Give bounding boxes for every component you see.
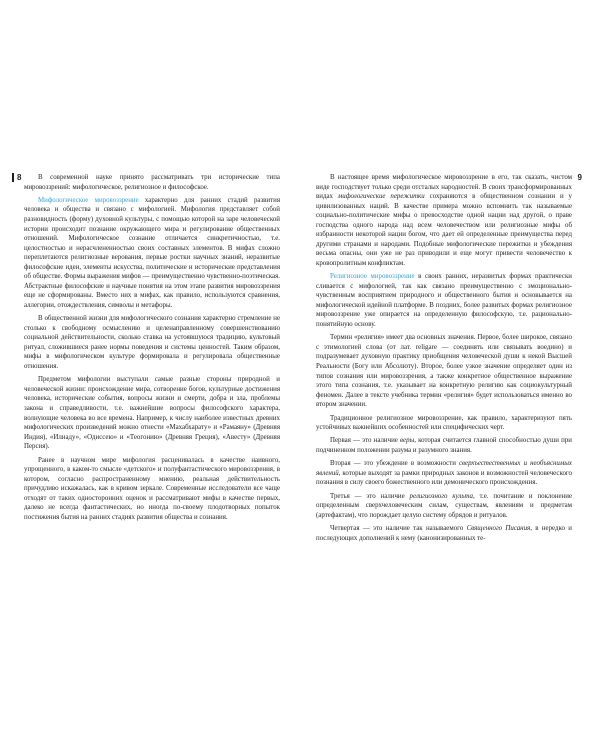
paragraph: В общественной жизни для мифологического сознания характерно стремление не столько к свободному осмыслению и целенаправленному совершенствованию социальной действительности, сколько ставка на устоявшуюся традицию, культовый ритуал, сложившиеся ранее нормы поведения и системы ценностей. Таким образом, мифы в мифологическом культуре формировала и регулировала общественные отношения. bbox=[24, 315, 280, 370]
paragraph: Вторая — это убеждение в возможности сверхъестественных и необъяснимых явлений, которые выходят за рамки природных законов и возможностей человеческого познания в силу своего божественного или демонического происхождения. bbox=[316, 460, 572, 487]
page-number-left: 8 bbox=[12, 173, 21, 182]
paragraph: Религиозное мировоззрение в своих ранних, неразвитых формах практически сливается с мифологией, так как связано преимущественно с эмоционально-чувственным восприятием природного и общественного бытия и основывается на мифологической идейной платформе. В поздних, более развитых формах религиозное мировоззрение уже опирается на определенную философскую, т.е. рационально-понятийную основу. bbox=[316, 273, 572, 328]
paragraph: Традиционное религиозное мировоззрение, как правило, характеризуют пять устойчивых важнейших особенностей или специфических черт. bbox=[316, 414, 572, 432]
left-page bbox=[17, 173, 280, 526]
highlighted-term: Мифологическое мировоззрение bbox=[38, 196, 139, 204]
paragraph: Термин «религия» имеет два основных значения. Первое, более широкое, связано с этимологией слова (от лат. religare — соединять или связывать воедино) и подразумевает духовную практику приобщения человеческой души к некой Высшей Реальности (Богу или Абсолюту). Второе, более узкое значение определяет один из типов сознания или мировоззрения, а также конкретное общественное выражение этого типа сознания, т.е. указывает на конкретную религию как социокультурный феномен. Далее в тексте учебника термин «религия» будет использоваться именно во втором значении. bbox=[316, 334, 572, 409]
paragraph: Предметом мифологии выступали самые разные стороны природной и человеческой жизни: происхождение мира, сотворение богов, культурные достижения человека, исторические события, вопросы жизни и смерти, добра и зла, проблемы закона и справедливости, т.е. важнейшие вопросы философского характера, волнующие человека во все времена. Например, к числу наиболее известных древних мифологических произведений можно отнести «Махабхарату» и «Рамаяну» (Древняя Индия), «Илиаду», «Одиссею» и «Теогонию» (Древняя Греция), «Авесту» (Древняя Персия). bbox=[24, 376, 280, 451]
paragraph: В настоящее время мифологическое мировоззрение в его, так сказать, чистом виде господствует только среди отсталых народностей. В своих трансформированных видах мифологические пережитки сохраняются в общественном сознании и у цивилизованных наций. В качестве примера можно вспомнить так называемые социально-политические мифы о превосходстве одной нации над другой, о праве господства одного народа над всем человечеством или религиозные мифы об избранности некоторой нации богом, что дает ей определенные преимущества перед другими странами и народами. Подобные мифологические пережитки и убеждения весьма опасны, они уже не раз приводили и еще могут привести человечество к кровопролитным конфликтам. bbox=[316, 174, 572, 267]
right-page bbox=[316, 173, 582, 547]
paragraph: Третья — это наличие религиозного культа, т.е. почитание и поклонение определенным сверхчеловеческим силам, существам, явлениям и предметам (артефактам), что порождает целую систему обрядов и ритуалов. bbox=[316, 492, 572, 519]
highlighted-term: Религиозное мировоззрение bbox=[330, 273, 415, 281]
page-number-right: 9 bbox=[577, 173, 582, 182]
paragraph: Ранее в научном мире мифология расценивалась в качестве наивного, упрощенного, в каком-то смысле «детского» и полуфантастического мировоззрения, в котором, согласно распространенному мнению, реальная действительность причудливо искажалась, как в кривом зеркале. Современные исследователи все чаще отходят от таких односторонних оценок и рассматривают мифы в качестве первых, далеко не всегда фантастических, но иногда по-своему плодотворных попыток постижения бытия на ранних стадиях развития общества и сознания. bbox=[24, 456, 280, 521]
paragraph: Четвертая — это наличие так называемого Священного Писания, в нередко и последующих дополнений к нему (канонизированных те- bbox=[316, 525, 572, 542]
paragraph: Мифологическое мировоззрение характерно для ранних стадий развития человека и общества и связано с мифологией. Мифология представляет собой разновидность (форму) духовной культуры, с помощью которой на заре человеческой истории происходит познание окружающего мира и регулирование общественных отношений. Мифологическое сознание отличается синкретичностью, т.е. целостностью и нерасчлененностью своих составных элементов. В мифах сложно переплетаются религиозные верования, первые ростки научных знаний, неразвитые философские идеи, элементы искусства, политические и исторические представления об обществе. Формы выражения мифов — преимущественно чувственно-поэтическая. Абстрактные философские и научные понятия на этом этапе развития мировоззрения еще не сформированы. Вместо них в мифах, как правило, используются сравнения, аллегории, отождествления, символы и метафоры. bbox=[24, 196, 280, 309]
paragraph: Первая — это наличие веры, которая считается главной способностью души при подчиненном положении разума и разумного знания. bbox=[316, 437, 572, 454]
paragraph: В современной науке принято рассматривать три исторические типа мировоззрений: мифологическое, религиозное и философское. bbox=[24, 174, 280, 191]
